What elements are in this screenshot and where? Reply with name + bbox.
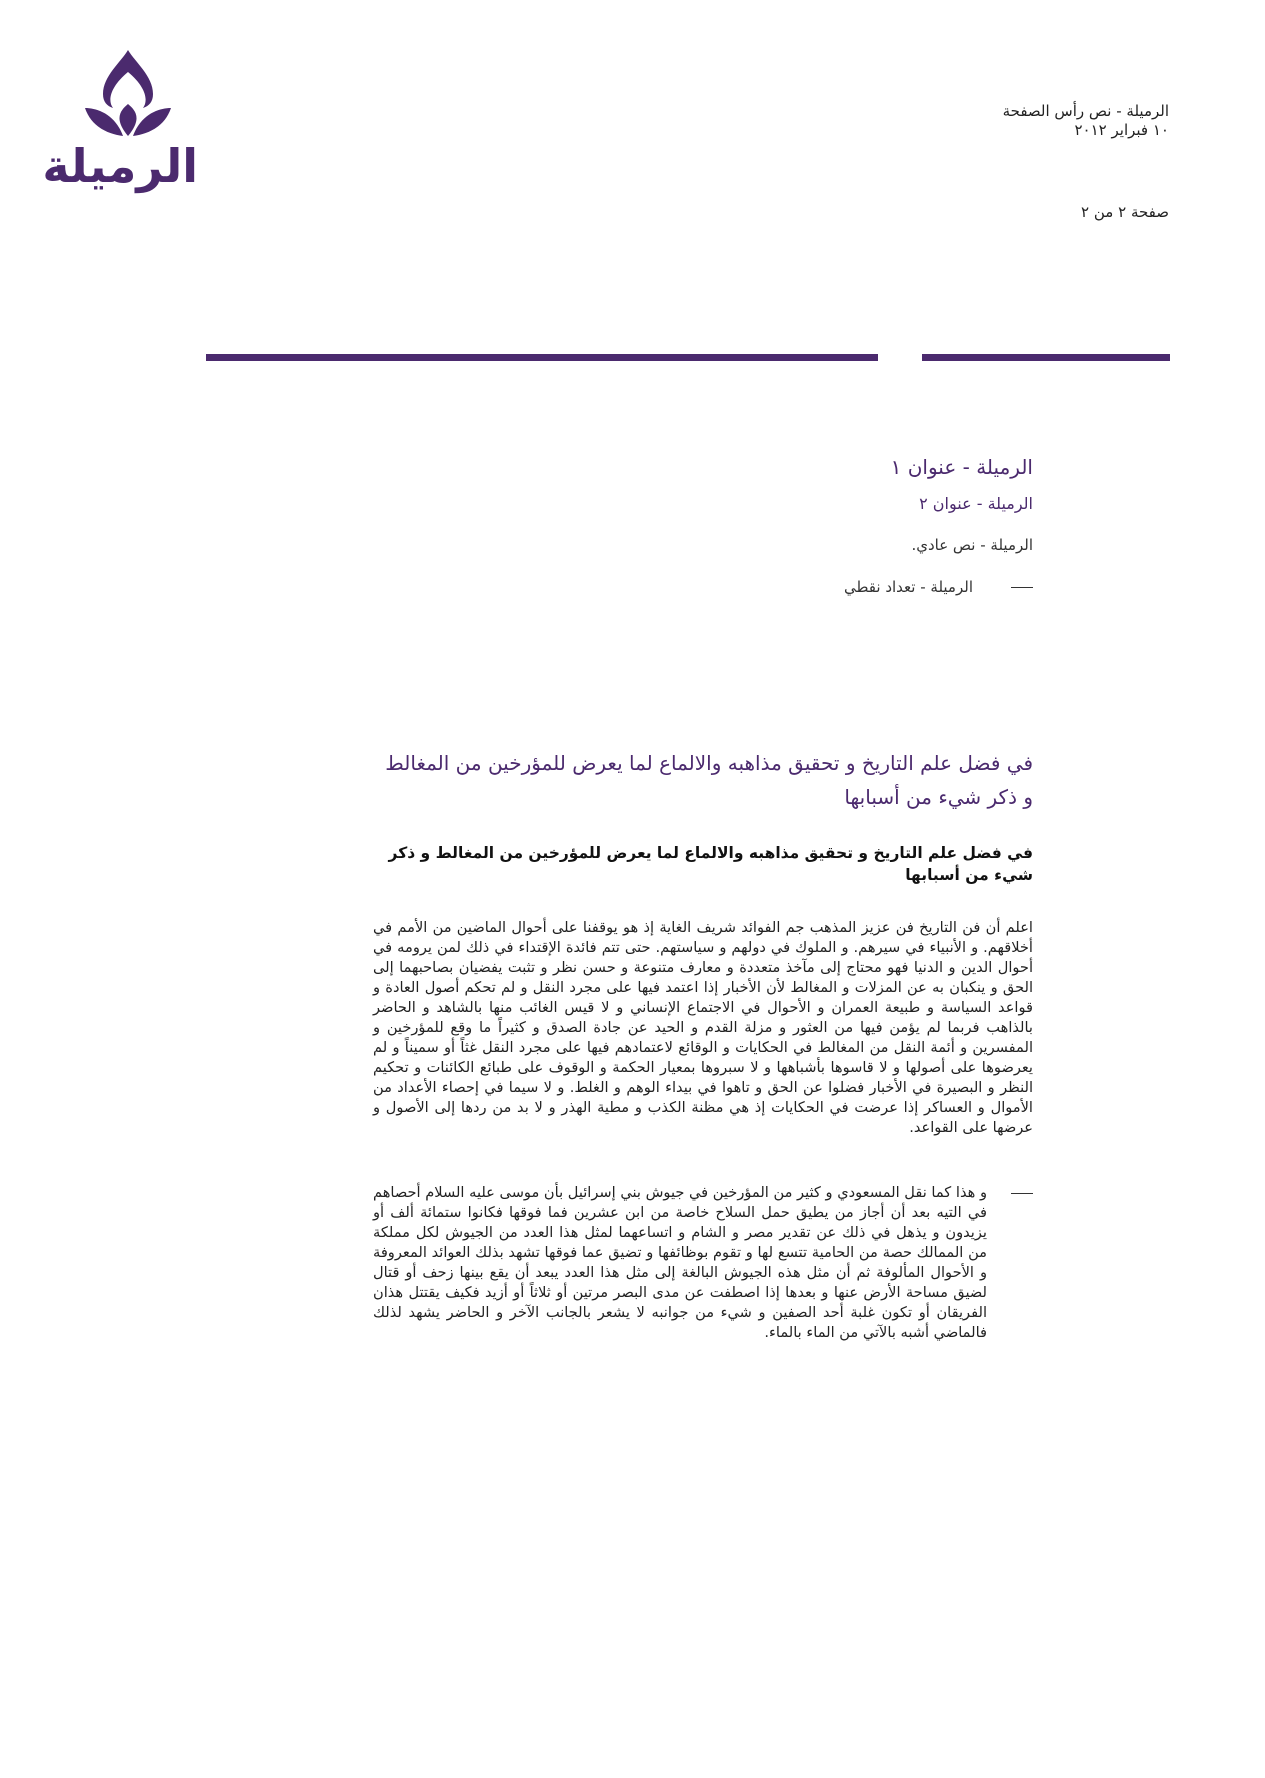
flame-drop-icon [63,48,193,144]
header-rule-left [206,354,878,361]
header-date: ١٠ فبراير ٢٠١٢ [1074,121,1169,139]
heading-2-sample: الرميلة - عنوان ٢ [919,494,1033,513]
bullet-dash [1011,1193,1033,1194]
article-bullet-paragraph: و هذا كما نقل المسعودي و كثير من المؤرخين في جيوش بني إسرائيل بأن موسى عليه السلام أحصاهم في التيه بعد أن أجاز من يطيق حمل السلاح خاصة من ابن عشرين فما فوقها فكانوا ستمائة ألف أو يزيدون و يذهل في ذلك عن تقدير مصر و الشام و اتساعهما لمثل هذا العدد من الجيوش لكل مملكة من الممالك حصة من الحامية تتسع لها و تقوم بوظائفها و تضيق عما فوقها تشهد بذلك العوائد المعروفة و الأحوال المألوفة ثم أن مثل هذه الجيوش البالغة إلى مثل هذا العدد يبعد أن يقع بينها زحف أو قتال لضيق مساحة الأرض عنها و بعدها إذا اصطفت عن مدى البصر مرتين أو ثلاثاً أو أزيد فكيف يقتتل هذان الفريقان أو تكون غلبة أحد الصفين و شيء من جوانبه لا يشعر بالجانب الآخر و الحاضر يشهد لذلك فالماضي أشبه بالآتي من الماء بالماء. [373,1184,987,1341]
article-title: في فضل علم التاريخ و تحقيق مذاهبه والالماع لما يعرض للمؤرخين من المغالط و ذكر شيء من أسبابها [385,751,1033,809]
page-header [809,102,1169,140]
bullet-list-sample [433,578,1033,596]
heading-1-sample: الرميلة - عنوان ١ [890,455,1033,479]
bullet-dash [1011,587,1033,588]
article-subtitle: في فضل علم التاريخ و تحقيق مذاهبه والالماع لما يعرض للمؤرخين من المغالط و ذكر شيء من أسبابها [388,844,1033,884]
header-rule-right [922,354,1170,361]
page-number: صفحة ٢ من ٢ [1081,203,1169,221]
bullet-text: الرميلة - تعداد نقطي [843,578,973,596]
normal-text-sample: الرميلة - نص عادي. [911,536,1033,554]
logo-wordmark: الرميلة [42,139,198,193]
article-paragraph: اعلم أن فن التاريخ فن عزيز المذهب جم الفوائد شريف الغاية إذ هو يوقفنا على أحوال الماضين من الأمم في أخلاقهم. و الأنبياء في سيرهم. و الملوك في دولهم و سياستهم. حتى تتم فائدة الإقتداء في ذلك لمن يرومه في أحوال الدين و الدنيا فهو محتاج إلى مآخذ متعددة و معارف متنوعة و حسن نظر و تثبت يفضيان بصاحبهما إلى الحق و ينكبان به عن المزلات و المغالط لأن الأخبار إذا اعتمد فيها على مجرد النقل و لم تحكم أصول العادة و قواعد السياسة و طبيعة العمران و الأحوال في الاجتماع الإنساني و لا قيس الغائب منها بالشاهد و الحاضر بالذاهب فربما لم يؤمن فيها من العثور و مزلة القدم و الحيد عن جادة الصدق و كثيراً ما وقع للمؤرخين و المفسرين و أئمة النقل من المغالط في الحكايات و الوقائع لاعتمادهم فيها على مجرد النقل غثاً أو سميناً و لم يعرضوها على أصولها و لا قاسوها بأشباهها و لا سبروها بمعيار الحكمة و الوقوف على طبائع الكائنات و تحكيم النظر و البصيرة في الأخبار فضلوا عن الحق و تاهوا في بيداء الوهم و الغلط. و لا سيما في إحصاء الأعداد من الأموال و العساكر إذا عرضت في الحكايات إذ هي مظنة الكذب و مطية الهذر و لا بد من ردها إلى الأصول و عرضها على القواعد. [373,919,1033,1136]
header-text: الرميلة - نص رأس الصفحة [1002,102,1169,120]
company-logo [42,48,198,198]
